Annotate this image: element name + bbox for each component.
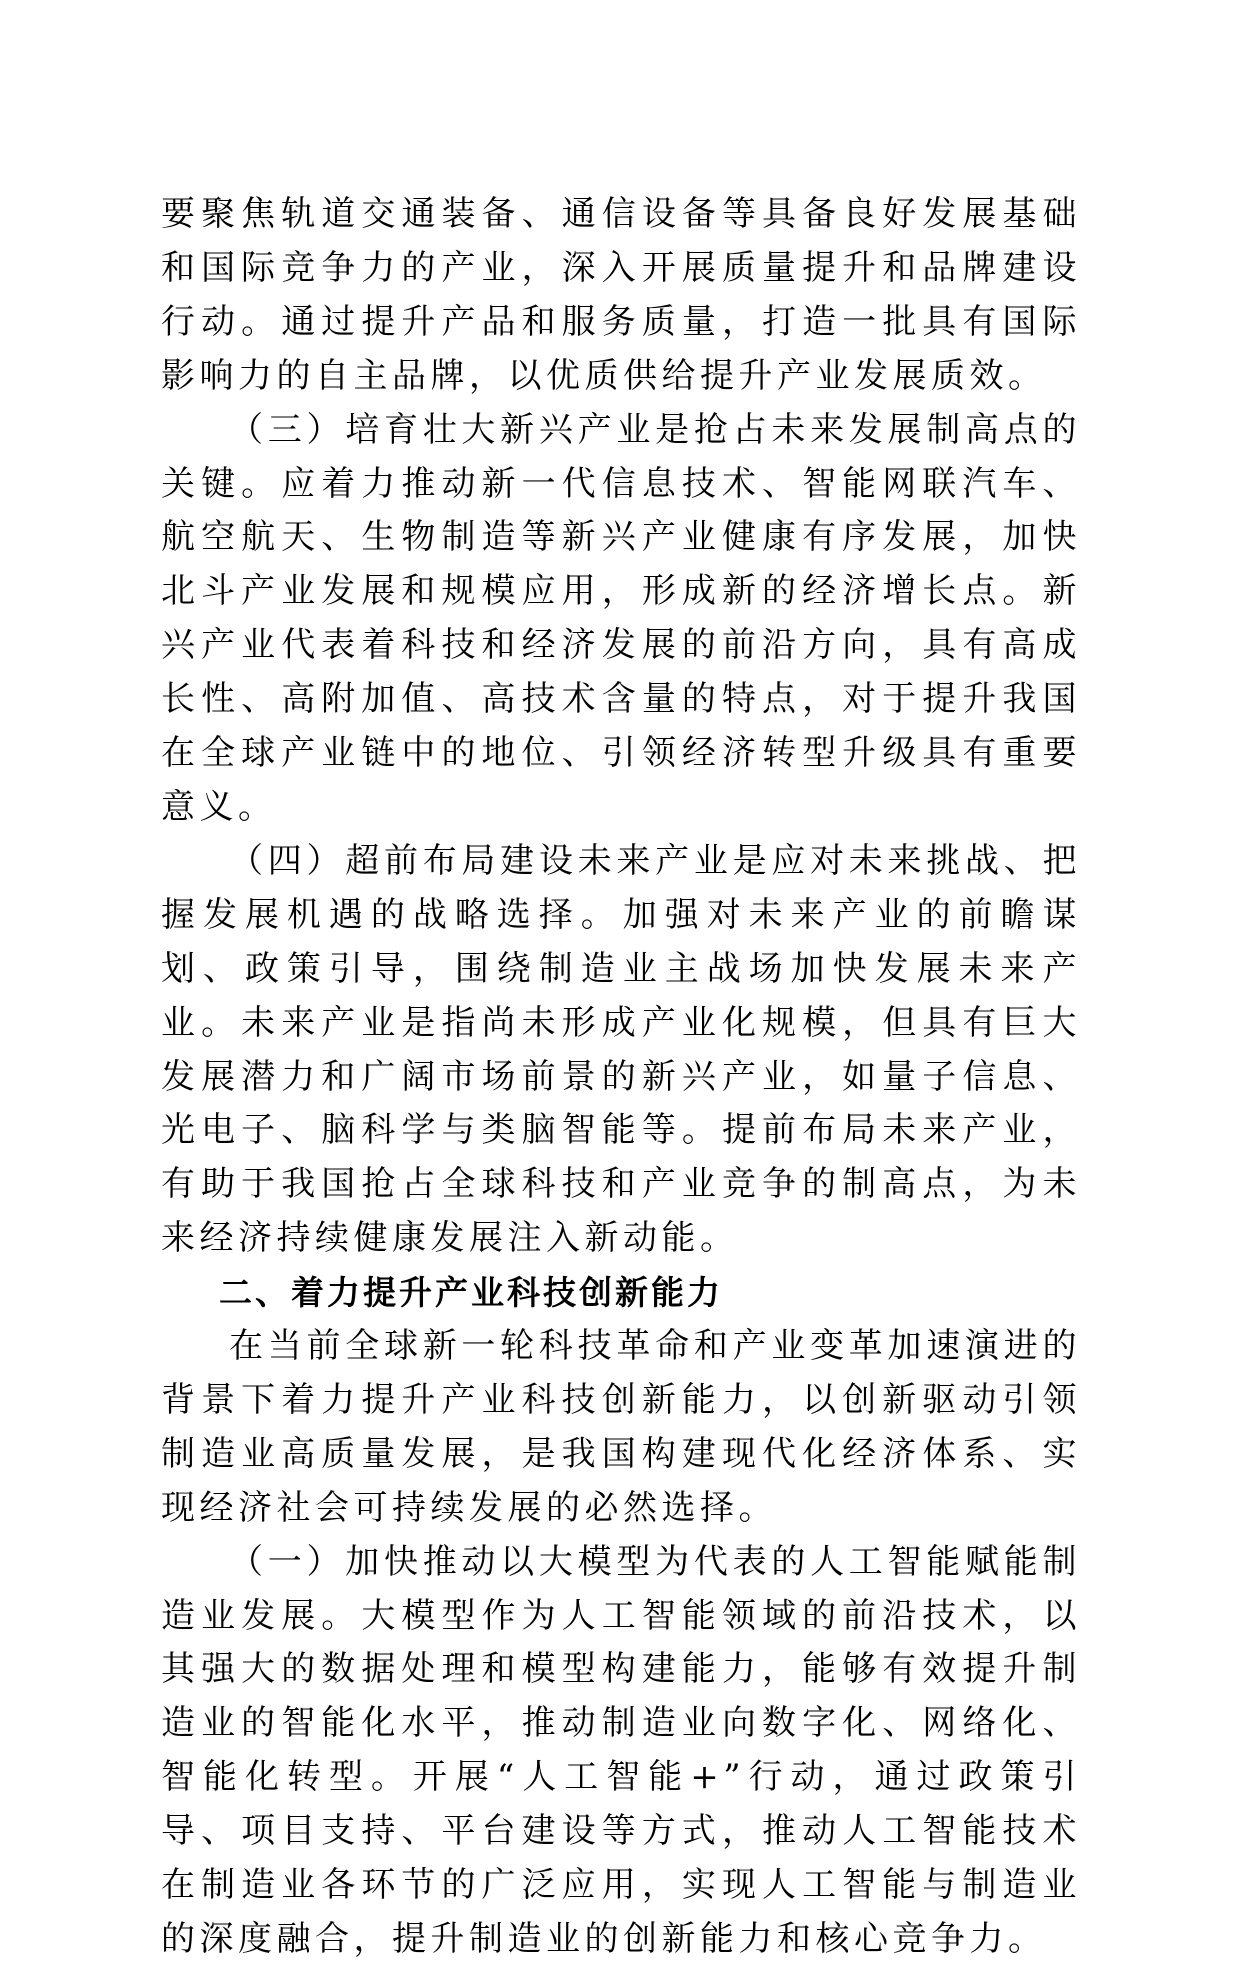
paragraph-intro: 在当前全球新一轮科技革命和产业变革加速演进的背景下着力提升产业科技创新能力，以创新驱动引领制造业高质量发展，是我国构建现代化经济体系、实现经济社会可持续发展的必然选择。 <box>161 1326 1081 1528</box>
paragraph-section-3: （三）培育壮大新兴产业是抢占未来发展制高点的关键。应着力推动新一代信息技术、智能网联汽车、航空航天、生物制造等新兴产业健康有序发展，加快北斗产业发展和规模应用，形成新的经济增长点。新兴产业代表着科技和经济发展的前沿方向，具有高成长性、高附加值、高技术含量的特点，对于提升我国在全球产业链中的地位、引领经济转型升级具有重要意义。 <box>161 409 1081 827</box>
document-body <box>161 188 1081 1967</box>
paragraph-section-1: （一）加快推动以大模型为代表的人工智能赋能制造业发展。大模型作为人工智能领域的前沿技术，以其强大的数据处理和模型构建能力，能够有效提升制造业的智能化水平，推动制造业向数字化、网络化、智能化转型。开展“人工智能+”行动，通过政策引导、项目支持、平台建设等方式，推动人工智能技术在制造业各环节的广泛应用，实现人工智能与制造业的深度融合，提升制造业的创新能力和核心竞争力。 <box>161 1541 1081 1959</box>
paragraph-continuation: 要聚焦轨道交通装备、通信设备等具备良好发展基础和国际竞争力的产业，深入开展质量提升和品牌建设行动。通过提升产品和服务质量，打造一批具有国际影响力的自主品牌，以优质供给提升产业发展质效。 <box>161 194 1081 396</box>
paragraph-section-4: （四）超前布局建设未来产业是应对未来挑战、把握发展机遇的战略选择。加强对未来产业的前瞻谋划、政策引导，围绕制造业主战场加快发展未来产业。未来产业是指尚未形成产业化规模，但具有巨大发展潜力和广阔市场前景的新兴产业，如量子信息、光电子、脑科学与类脑智能等。提前布局未来产业，有助于我国抢占全球科技和产业竞争的制高点，为未来经济持续健康发展注入新动能。 <box>161 840 1081 1259</box>
section-heading: 二、着力提升产业科技创新能力 <box>219 1273 723 1313</box>
